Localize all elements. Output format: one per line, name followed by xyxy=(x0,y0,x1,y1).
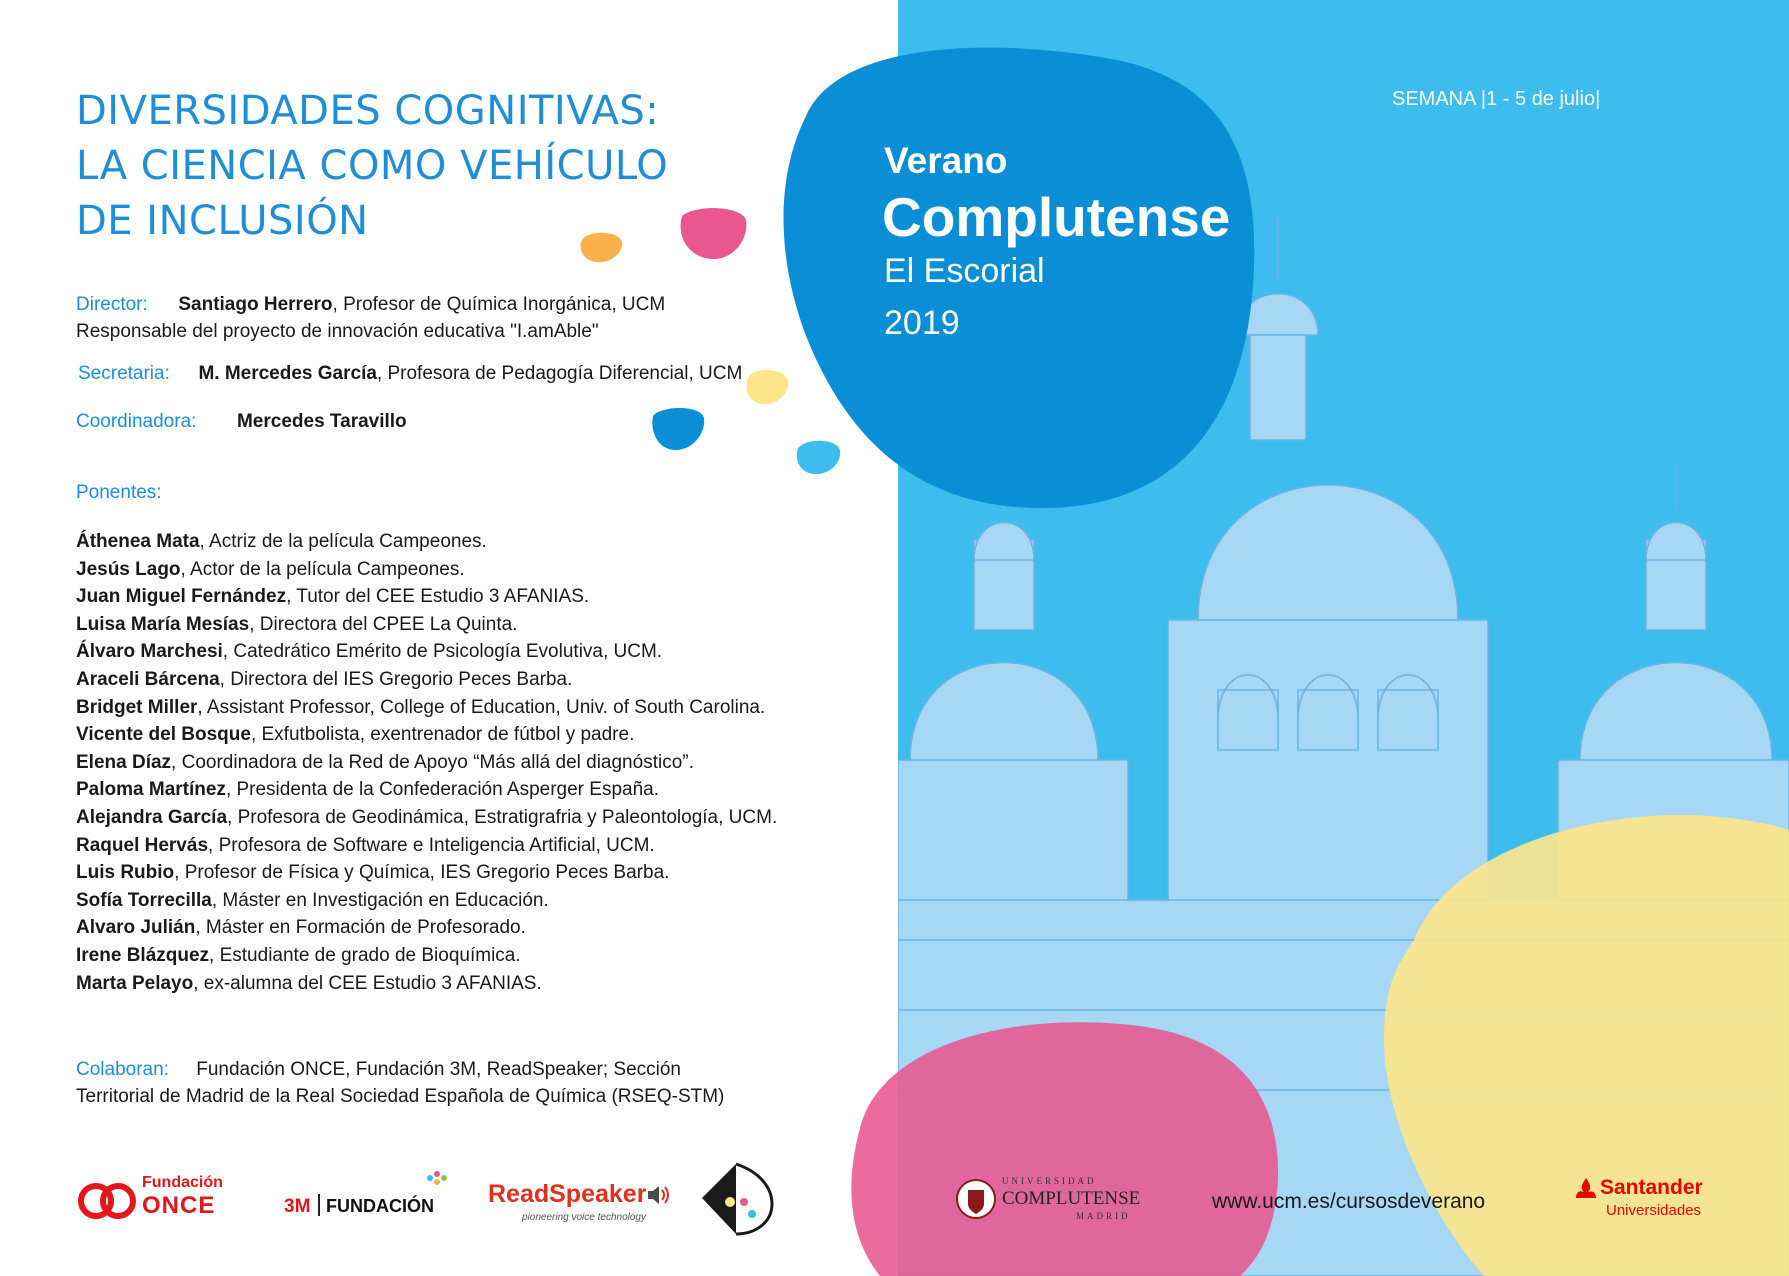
ponente-item xyxy=(76,859,777,887)
ponente-name: Sofía Torrecilla xyxy=(76,889,212,911)
ponente-item xyxy=(76,887,777,915)
ponente-item xyxy=(76,611,777,639)
ponente-item xyxy=(76,832,777,860)
readspeaker-logo xyxy=(488,1180,678,1228)
ponente-role: , Estudiante de grado de Bioquímica. xyxy=(209,944,521,966)
ucm-crest-icon xyxy=(956,1176,996,1222)
year-text: 2019 xyxy=(884,304,960,342)
readspeaker-tagline: pioneering voice technology xyxy=(522,1212,646,1223)
ponente-item xyxy=(76,528,777,556)
coordinadora-name: Mercedes Taravillo xyxy=(236,411,407,432)
website-link[interactable]: www.ucm.es/cursosdeverano xyxy=(1212,1190,1486,1213)
complutense-heading: Complutense xyxy=(882,186,1231,248)
ponentes-list xyxy=(76,528,777,997)
threem-logo xyxy=(284,1190,464,1230)
ponente-name: Áthenea Mata xyxy=(76,531,200,552)
week-dates: SEMANA |1 - 5 de julio| xyxy=(1392,88,1601,110)
ponente-role: , Tutor del CEE Estudio 3 AFANIAS. xyxy=(286,586,590,608)
ponente-item xyxy=(76,583,777,611)
verano-heading: Verano xyxy=(884,140,1008,181)
ponente-name: Luisa María Mesías xyxy=(76,613,250,635)
threem-divider xyxy=(318,1194,320,1216)
ponente-name: Alejandra García xyxy=(76,806,228,828)
director-name: Santiago Herrero xyxy=(178,294,333,315)
colaboran-text: Fundación ONCE, Fundación 3M, ReadSpeaker; Sección Territorial de Madrid de la Real Sociedad Española de Química (RSEQ-STM) xyxy=(76,1059,725,1107)
ponente-name: Araceli Bárcena xyxy=(76,668,220,690)
ponente-name: Álvaro Marchesi xyxy=(76,641,223,663)
ponentes-label: Ponentes: xyxy=(76,482,162,503)
ponente-role: , Catedrático Emérito de Psicología Evolutiva, UCM. xyxy=(222,641,663,663)
ponente-role: , Máster en Investigación en Educación. xyxy=(211,889,549,911)
director-line xyxy=(76,294,665,316)
ponente-role: , Profesora de Geodinámica, Estratigrafria y Paleontología, UCM. xyxy=(227,806,778,828)
ponente-item xyxy=(76,914,777,942)
blue-blob xyxy=(650,404,706,452)
santander-sub-text: Universidades xyxy=(1606,1202,1702,1219)
ponente-role: , Coordinadora de la Red de Apoyo “Más allá del diagnóstico”. xyxy=(171,751,694,773)
ponente-name: Paloma Martínez xyxy=(76,779,226,801)
ponente-item xyxy=(76,776,777,804)
santander-flame-icon xyxy=(1576,1178,1596,1200)
ponente-item xyxy=(76,804,777,832)
ponente-name: Irene Blázquez xyxy=(76,944,210,966)
ponente-item xyxy=(76,970,777,998)
director-role: , Profesor de Química Inorgánica, UCM xyxy=(332,294,666,315)
course-title xyxy=(76,84,668,249)
ponente-item xyxy=(76,638,777,666)
ponente-role: , Máster en Formación de Profesorado. xyxy=(195,917,526,939)
once-logo xyxy=(78,1172,248,1228)
lightbulb-icon xyxy=(422,1168,452,1202)
ponente-name: Juan Miguel Fernández xyxy=(76,586,287,608)
ponente-item xyxy=(76,721,777,749)
director-label: Director: xyxy=(76,294,148,315)
colaboran-block xyxy=(76,1056,736,1110)
title-line-1: DIVERSIDADES COGNITIVAS: xyxy=(76,88,660,134)
santander-logo xyxy=(1576,1176,1736,1226)
coordinadora-label: Coordinadora: xyxy=(76,411,197,432)
secretaria-name: M. Mercedes García xyxy=(198,363,377,384)
ponente-name: Elena Díaz xyxy=(76,751,172,773)
ponente-item xyxy=(76,694,777,722)
ucm-top-text: UNIVERSIDAD xyxy=(1002,1176,1097,1186)
title-line-3: DE INCLUSIÓN xyxy=(76,198,369,244)
secretaria-label: Secretaria: xyxy=(78,363,170,384)
ponente-role: , Presidenta de la Confederación Asperger España. xyxy=(225,779,659,801)
once-rings-icon xyxy=(78,1178,138,1224)
ponente-role: , Profesora de Software e Inteligencia Artificial, UCM. xyxy=(208,834,655,856)
ponente-name: Marta Pelayo xyxy=(76,972,194,994)
pink-cloud xyxy=(840,1008,1280,1276)
pink-blob xyxy=(676,204,748,262)
ponente-role: , Actriz de la película Campeones. xyxy=(199,531,487,552)
ponente-name: Alvaro Julián xyxy=(76,917,196,939)
coordinadora-line xyxy=(76,411,407,433)
orange-blob xyxy=(578,230,624,264)
colaboran-label: Colaboran: xyxy=(76,1059,169,1080)
secretaria-role: , Profesora de Pedagogía Diferencial, UCM xyxy=(376,363,743,384)
ponente-name: Raquel Hervás xyxy=(76,834,209,856)
ponente-item xyxy=(76,749,777,777)
location-text: El Escorial xyxy=(884,252,1045,290)
ponente-name: Luis Rubio xyxy=(76,862,175,884)
ponente-role: , Directora del IES Gregorio Peces Barba. xyxy=(219,668,573,690)
ponente-item xyxy=(76,556,777,584)
ponente-name: Bridget Miller xyxy=(76,696,198,718)
ponente-role: , ex-alumna del CEE Estudio 3 AFANIAS. xyxy=(193,972,542,994)
secretaria-line xyxy=(76,363,742,385)
ponente-name: Jesús Lago xyxy=(76,558,181,580)
rseq-stm-logo xyxy=(700,1162,776,1236)
ponente-item xyxy=(76,666,777,694)
ponente-role: , Exfutbolista, exentrenador de fútbol y padre. xyxy=(250,724,635,746)
once-top-text: Fundación xyxy=(142,1174,223,1191)
speaker-icon xyxy=(646,1184,672,1206)
ponente-role: , Actor de la película Campeones. xyxy=(180,558,465,580)
ponente-name: Vicente del Bosque xyxy=(76,724,251,746)
ponente-item xyxy=(76,942,777,970)
ponente-role: , Profesor de Física y Química, IES Gregorio Peces Barba. xyxy=(174,862,670,884)
ucm-bottom-text: MADRID xyxy=(1076,1211,1131,1221)
threem-fundacion-text: FUNDACIÓN xyxy=(326,1196,434,1216)
once-bottom-text: ONCE xyxy=(142,1192,216,1219)
ucm-mid-text: COMPLUTENSE xyxy=(1002,1188,1141,1209)
ponente-role: , Directora del CPEE La Quinta. xyxy=(249,613,518,635)
ponente-role: , Assistant Professor, College of Education, Univ. of South Carolina. xyxy=(197,696,766,718)
ucm-logo xyxy=(956,1176,1141,1226)
readspeaker-text: ReadSpeaker xyxy=(488,1180,647,1208)
director-project: Responsable del proyecto de innovación educativa "I.amAble" xyxy=(76,321,599,342)
santander-text: Santander xyxy=(1600,1176,1703,1199)
title-line-2: LA CIENCIA COMO VEHÍCULO xyxy=(76,143,669,189)
threem-text: 3M xyxy=(284,1196,311,1217)
